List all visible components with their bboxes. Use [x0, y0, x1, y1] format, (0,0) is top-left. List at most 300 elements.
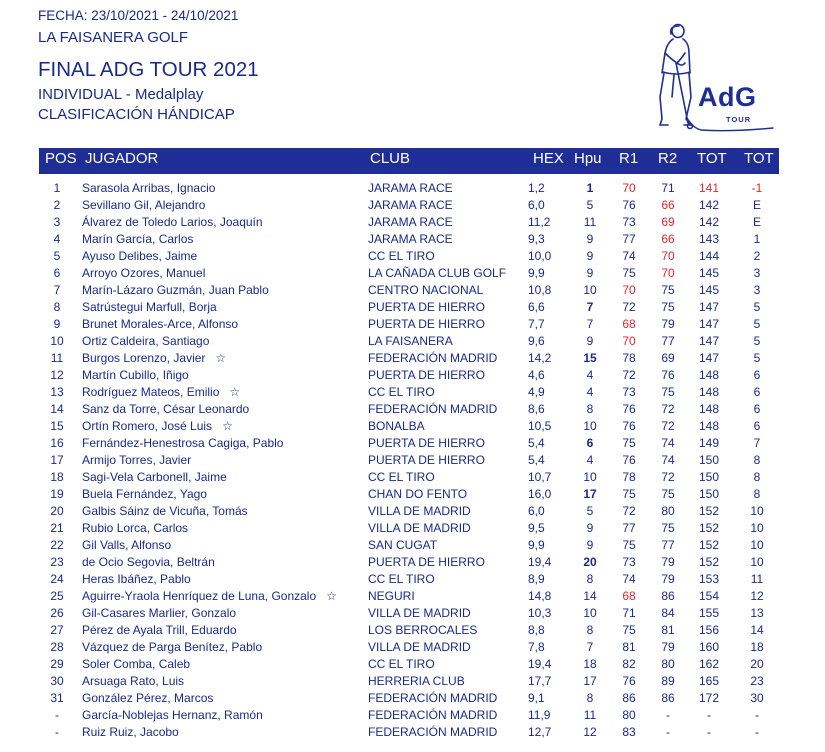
player-name: Vázquez de Parga Benítez, Pablo — [82, 640, 263, 654]
table-row — [0, 401, 825, 418]
club-name: CC EL TIRO — [368, 657, 435, 671]
classification-type: CLASIFICACIÓN HÁNDICAP — [38, 106, 235, 123]
star-icon: ☆ — [222, 419, 233, 433]
position: 16 — [50, 436, 64, 450]
hex-value: 6,0 — [528, 504, 545, 518]
table-row — [0, 180, 825, 197]
club-name: PUERTA DE HIERRO — [368, 300, 485, 314]
club-name: JARAMA RACE — [368, 181, 453, 195]
hpu-value: 9 — [586, 521, 594, 535]
hpu-value: 8 — [586, 691, 594, 705]
total-score: 142 — [698, 198, 720, 212]
hex-value: 9,5 — [528, 521, 545, 535]
player-name: Martín Cubillo, Iñigo — [82, 368, 189, 382]
hpu-value: 4 — [586, 368, 594, 382]
round1-score: 73 — [622, 555, 636, 569]
total-score: 148 — [698, 385, 720, 399]
hpu-value: 9 — [586, 334, 594, 348]
club-name: LA CAÑADA CLUB GOLF — [368, 266, 507, 280]
to-par: 5 — [753, 317, 761, 331]
to-par: 5 — [753, 351, 761, 365]
col-hex: HEX — [533, 150, 564, 167]
total-score: 152 — [698, 521, 720, 535]
table-row — [0, 333, 825, 350]
position: 1 — [53, 181, 61, 195]
to-par: 30 — [750, 691, 764, 705]
round1-score: 68 — [622, 589, 636, 603]
position: 18 — [50, 470, 64, 484]
round2-score: 69 — [661, 351, 675, 365]
round2-score: 77 — [661, 538, 675, 552]
total-score: 143 — [698, 232, 720, 246]
club-name: VILLA DE MADRID — [368, 640, 471, 654]
club-name: PUERTA DE HIERRO — [368, 453, 485, 467]
hex-value: 14,8 — [528, 589, 552, 603]
logo-subtext: TOUR — [726, 115, 752, 124]
position: - — [55, 708, 59, 722]
to-par: 8 — [753, 487, 761, 501]
hpu-value: 9 — [586, 538, 594, 552]
hpu-value: 9 — [586, 266, 594, 280]
round1-score: 74 — [622, 572, 636, 586]
to-par: 7 — [753, 436, 761, 450]
round2-score: 66 — [661, 198, 675, 212]
table-row — [0, 435, 825, 452]
to-par: 10 — [750, 504, 764, 518]
table-row — [0, 316, 825, 333]
position: 27 — [50, 623, 64, 637]
hex-value: 8,8 — [528, 623, 545, 637]
round1-score: 73 — [622, 385, 636, 399]
round2-score: 71 — [661, 181, 675, 195]
round2-score: 74 — [661, 453, 675, 467]
round1-score: 76 — [622, 674, 636, 688]
position: 15 — [50, 419, 64, 433]
table-row — [0, 350, 825, 367]
total-score: 153 — [698, 572, 720, 586]
total-score: 150 — [698, 470, 720, 484]
to-par: 13 — [750, 606, 764, 620]
round1-score: 75 — [622, 623, 636, 637]
table-row — [0, 486, 825, 503]
player-name: Aguirre-Yraola Henríquez de Luna, Gonzalo ☆ — [82, 589, 337, 603]
to-par: 6 — [753, 402, 761, 416]
to-par: 6 — [753, 385, 761, 399]
club-name: CC EL TIRO — [368, 385, 435, 399]
hpu-value: 17 — [583, 674, 597, 688]
player-name: González Pérez, Marcos — [82, 691, 214, 705]
hex-value: 10,3 — [528, 606, 552, 620]
player-name: Arsuaga Rato, Luis — [82, 674, 185, 688]
round2-score: 77 — [661, 334, 675, 348]
col-hpu: Hpu — [574, 150, 602, 167]
position: - — [55, 725, 59, 739]
player-name: Armijo Torres, Javier — [82, 453, 192, 467]
player-name: Burgos Lorenzo, Javier ☆ — [82, 351, 227, 365]
player-name: Marín García, Carlos — [82, 232, 194, 246]
to-par: - — [755, 725, 759, 739]
club-name: JARAMA RACE — [368, 215, 453, 229]
table-row — [0, 520, 825, 537]
position: 29 — [50, 657, 64, 671]
total-score: 156 — [698, 623, 720, 637]
table-row — [0, 282, 825, 299]
player-name: Sagi-Vela Carbonell, Jaime — [82, 470, 227, 484]
club-name: NEGURI — [368, 589, 415, 603]
position: 3 — [53, 215, 61, 229]
round1-score: 70 — [622, 334, 636, 348]
total-score: 152 — [698, 538, 720, 552]
player-name: Ayuso Delibes, Jaime — [82, 249, 198, 263]
total-score: 145 — [698, 283, 720, 297]
to-par: 12 — [750, 589, 764, 603]
round1-score: 76 — [622, 402, 636, 416]
hex-value: 6,0 — [528, 198, 545, 212]
position: 24 — [50, 572, 64, 586]
round1-score: 77 — [622, 521, 636, 535]
hpu-value: 7 — [586, 300, 594, 314]
player-name: Brunet Morales-Arce, Alfonso — [82, 317, 239, 331]
hpu-value: 5 — [586, 198, 594, 212]
hex-value: 10,8 — [528, 283, 552, 297]
star-icon: ☆ — [215, 351, 227, 365]
player-name: Álvarez de Toledo Larios, Joaquín — [82, 215, 263, 229]
table-row — [0, 452, 825, 469]
to-par: 18 — [750, 640, 764, 654]
round1-score: 83 — [622, 725, 636, 739]
club-name: VILLA DE MADRID — [368, 504, 471, 518]
total-score: 152 — [698, 504, 720, 518]
table-row — [0, 384, 825, 401]
position: 8 — [53, 300, 61, 314]
club-name: FEDERACIÓN MADRID — [368, 402, 498, 416]
player-name: Heras Ibáñez, Pablo — [82, 572, 191, 586]
hex-value: 19,4 — [528, 555, 552, 569]
round2-score: 70 — [661, 249, 675, 263]
position: 22 — [50, 538, 64, 552]
col-player: JUGADOR — [85, 150, 159, 167]
to-par: 1 — [753, 232, 761, 246]
table-row — [0, 265, 825, 282]
table-row — [0, 707, 825, 724]
round2-score: 79 — [661, 555, 675, 569]
club-name: CC EL TIRO — [368, 572, 435, 586]
hpu-value: 9 — [586, 232, 594, 246]
round2-score: - — [666, 708, 670, 722]
club-name: JARAMA RACE — [368, 198, 453, 212]
total-score: 155 — [698, 606, 720, 620]
player-name: Ruiz Ruiz, Jacobo — [82, 725, 179, 739]
hex-value: 17,7 — [528, 674, 552, 688]
round2-score: 76 — [661, 368, 675, 382]
venue-name: LA FAISANERA GOLF — [38, 29, 189, 46]
table-row — [0, 571, 825, 588]
round1-score: 72 — [622, 368, 636, 382]
table-row — [0, 299, 825, 316]
player-name: Ortín Romero, José Luis ☆ — [82, 419, 233, 433]
to-par: E — [752, 198, 761, 212]
player-name: Arroyo Ozores, Manuel — [82, 266, 206, 280]
total-score: 147 — [698, 351, 720, 365]
round1-score: 82 — [622, 657, 636, 671]
hpu-value: 5 — [586, 504, 594, 518]
round2-score: 70 — [661, 266, 675, 280]
hpu-value: 11 — [583, 708, 597, 722]
total-score: 152 — [698, 555, 720, 569]
position: 17 — [50, 453, 64, 467]
col-tot2: TOT — [744, 150, 774, 167]
hex-value: 9,1 — [528, 691, 545, 705]
position: 10 — [50, 334, 64, 348]
hpu-value: 1 — [586, 181, 594, 195]
club-name: VILLA DE MADRID — [368, 606, 471, 620]
hex-value: 9,9 — [528, 538, 545, 552]
round2-score: 86 — [661, 691, 675, 705]
hpu-value: 11 — [583, 215, 597, 229]
hpu-value: 10 — [583, 283, 597, 297]
club-name: PUERTA DE HIERRO — [368, 555, 485, 569]
hex-value: 14,2 — [528, 351, 552, 365]
total-score: 148 — [698, 368, 720, 382]
hpu-value: 20 — [583, 555, 597, 569]
round2-score: 84 — [661, 606, 675, 620]
to-par: 6 — [753, 419, 761, 433]
round2-score: 80 — [661, 504, 675, 518]
round2-score: 72 — [661, 402, 675, 416]
position: 9 — [53, 317, 61, 331]
hex-value: 4,9 — [528, 385, 545, 399]
to-par: E — [752, 215, 761, 229]
round2-score: 74 — [661, 436, 675, 450]
col-tot: TOT — [697, 150, 727, 167]
club-name: CC EL TIRO — [368, 249, 435, 263]
player-name: Gil Valls, Alfonso — [82, 538, 172, 552]
position: 20 — [50, 504, 64, 518]
table-row — [0, 690, 825, 707]
player-name: Satrústegui Marfull, Borja — [82, 300, 217, 314]
round2-score: 75 — [661, 487, 675, 501]
col-pos: POS — [45, 150, 77, 167]
to-par: 14 — [750, 623, 764, 637]
total-score: 147 — [698, 317, 720, 331]
club-name: LA FAISANERA — [368, 334, 453, 348]
club-name: CENTRO NACIONAL — [368, 283, 484, 297]
round1-score: 70 — [622, 283, 636, 297]
round1-score: 70 — [622, 181, 636, 195]
player-name: Buela Fernández, Yago — [82, 487, 207, 501]
table-row — [0, 214, 825, 231]
player-name: Soler Comba, Caleb — [82, 657, 191, 671]
round2-score: 79 — [661, 640, 675, 654]
to-par: 10 — [750, 521, 764, 535]
logo-text: AdG — [698, 82, 757, 112]
total-score: 160 — [698, 640, 720, 654]
hpu-value: 8 — [586, 623, 594, 637]
position: 23 — [50, 555, 64, 569]
round1-score: 75 — [622, 538, 636, 552]
table-row — [0, 469, 825, 486]
player-name: García-Noblejas Hernanz, Ramón — [82, 708, 263, 722]
position: 26 — [50, 606, 64, 620]
to-par: 5 — [753, 300, 761, 314]
hpu-value: 15 — [583, 351, 597, 365]
hex-value: 9,3 — [528, 232, 545, 246]
total-score: - — [707, 708, 711, 722]
round2-score: 72 — [661, 419, 675, 433]
player-name: Sarasola Arribas, Ignacio — [82, 181, 216, 195]
club-name: HERRERIA CLUB — [368, 674, 465, 688]
player-name: Rubio Lorca, Carlos — [82, 521, 189, 535]
to-par: 3 — [753, 283, 761, 297]
hex-value: 9,6 — [528, 334, 545, 348]
position: 6 — [53, 266, 61, 280]
position: 25 — [50, 589, 64, 603]
round2-score: 75 — [661, 385, 675, 399]
round1-score: 74 — [622, 249, 636, 263]
player-name: Rodríguez Mateos, Emilio ☆ — [82, 385, 241, 399]
club-name: CC EL TIRO — [368, 470, 435, 484]
hpu-value: 8 — [586, 402, 594, 416]
club-name: BONALBA — [368, 419, 425, 433]
round1-score: 80 — [622, 708, 636, 722]
total-score: 144 — [698, 249, 720, 263]
player-name: Sevillano Gil, Alejandro — [82, 198, 206, 212]
hex-value: 4,6 — [528, 368, 545, 382]
star-icon: ☆ — [326, 589, 337, 603]
total-score: 165 — [698, 674, 720, 688]
to-par: 10 — [750, 538, 764, 552]
club-name: PUERTA DE HIERRO — [368, 436, 485, 450]
hpu-value: 18 — [583, 657, 597, 671]
table-row — [0, 673, 825, 690]
round1-score: 72 — [622, 504, 636, 518]
to-par: 11 — [750, 572, 764, 586]
to-par: 6 — [753, 368, 761, 382]
col-r2: R2 — [658, 150, 678, 167]
round2-score: 75 — [661, 521, 675, 535]
hpu-value: 10 — [583, 419, 597, 433]
round2-score: 79 — [661, 317, 675, 331]
total-score: 150 — [698, 453, 720, 467]
hex-value: 16,0 — [528, 487, 552, 501]
round2-score: 66 — [661, 232, 675, 246]
star-icon: ☆ — [229, 385, 241, 399]
hpu-value: 4 — [586, 385, 594, 399]
hex-value: 11,9 — [528, 708, 551, 722]
hpu-value: 8 — [586, 572, 594, 586]
player-name: Gil-Casares Marlier, Gonzalo — [82, 606, 237, 620]
round1-score: 76 — [622, 419, 636, 433]
total-score: 142 — [698, 215, 720, 229]
table-row — [0, 622, 825, 639]
table-row — [0, 248, 825, 265]
club-name: LOS BERROCALES — [368, 623, 478, 637]
hex-value: 7,7 — [528, 317, 545, 331]
hex-value: 8,9 — [528, 572, 545, 586]
total-score: 149 — [698, 436, 720, 450]
col-club: CLUB — [370, 150, 411, 167]
position: 19 — [50, 487, 64, 501]
table-row — [0, 418, 825, 435]
table-row — [0, 197, 825, 214]
position: 28 — [50, 640, 64, 654]
col-r1: R1 — [619, 150, 639, 167]
round2-score: 81 — [661, 623, 675, 637]
club-name: VILLA DE MADRID — [368, 521, 471, 535]
hex-value: 12,7 — [528, 725, 552, 739]
hex-value: 5,4 — [528, 436, 545, 450]
round2-score: 79 — [661, 572, 675, 586]
to-par: 3 — [753, 266, 761, 280]
to-par: 10 — [750, 555, 764, 569]
hex-value: 9,9 — [528, 266, 545, 280]
round2-score: 80 — [661, 657, 675, 671]
round1-score: 78 — [622, 470, 636, 484]
hpu-value: 10 — [583, 470, 597, 484]
club-name: SAN CUGAT — [368, 538, 438, 552]
round2-score: 75 — [661, 300, 675, 314]
round1-score: 81 — [622, 640, 636, 654]
player-name: Ortiz Caldeira, Santiago — [82, 334, 210, 348]
hpu-value: 6 — [586, 436, 594, 450]
position: 7 — [53, 283, 61, 297]
table-row — [0, 656, 825, 673]
hex-value: 1,2 — [528, 181, 545, 195]
round1-score: 68 — [622, 317, 636, 331]
total-score: 172 — [698, 691, 720, 705]
table-row — [0, 537, 825, 554]
total-score: 147 — [698, 334, 720, 348]
hex-value: 8,6 — [528, 402, 545, 416]
position: 2 — [53, 198, 61, 212]
round1-score: 72 — [622, 300, 636, 314]
round1-score: 77 — [622, 232, 636, 246]
round2-score: 89 — [661, 674, 675, 688]
hpu-value: 14 — [583, 589, 597, 603]
table-row — [0, 503, 825, 520]
player-name: Fernández-Henestrosa Cagiga, Pablo — [82, 436, 284, 450]
hpu-value: 10 — [583, 606, 597, 620]
position: 31 — [50, 691, 64, 705]
to-par: - — [755, 708, 759, 722]
hpu-value: 9 — [586, 249, 594, 263]
round2-score: 75 — [661, 283, 675, 297]
hex-value: 7,8 — [528, 640, 545, 654]
adg-tour-logo — [640, 22, 780, 139]
golfer-icon — [640, 22, 780, 134]
round2-score: - — [666, 725, 670, 739]
player-name: de Ocio Segovia, Beltrán — [82, 555, 215, 569]
event-date: FECHA: 23/10/2021 - 24/10/2021 — [38, 8, 239, 23]
club-name: FEDERACIÓN MADRID — [368, 708, 498, 722]
total-score: 141 — [698, 181, 720, 195]
player-name: Sanz da Torre, César Leonardo — [82, 402, 250, 416]
total-score: 148 — [698, 419, 720, 433]
club-name: JARAMA RACE — [368, 232, 453, 246]
hpu-value: 12 — [583, 725, 597, 739]
total-score: 154 — [698, 589, 720, 603]
position: 21 — [50, 521, 64, 535]
to-par: 20 — [750, 657, 764, 671]
to-par: -1 — [751, 181, 763, 195]
table-row — [0, 724, 825, 741]
position: 4 — [53, 232, 61, 246]
table-row — [0, 231, 825, 248]
position: 12 — [50, 368, 64, 382]
round1-score: 73 — [622, 215, 636, 229]
club-name: FEDERACIÓN MADRID — [368, 691, 498, 705]
round1-score: 86 — [622, 691, 636, 705]
